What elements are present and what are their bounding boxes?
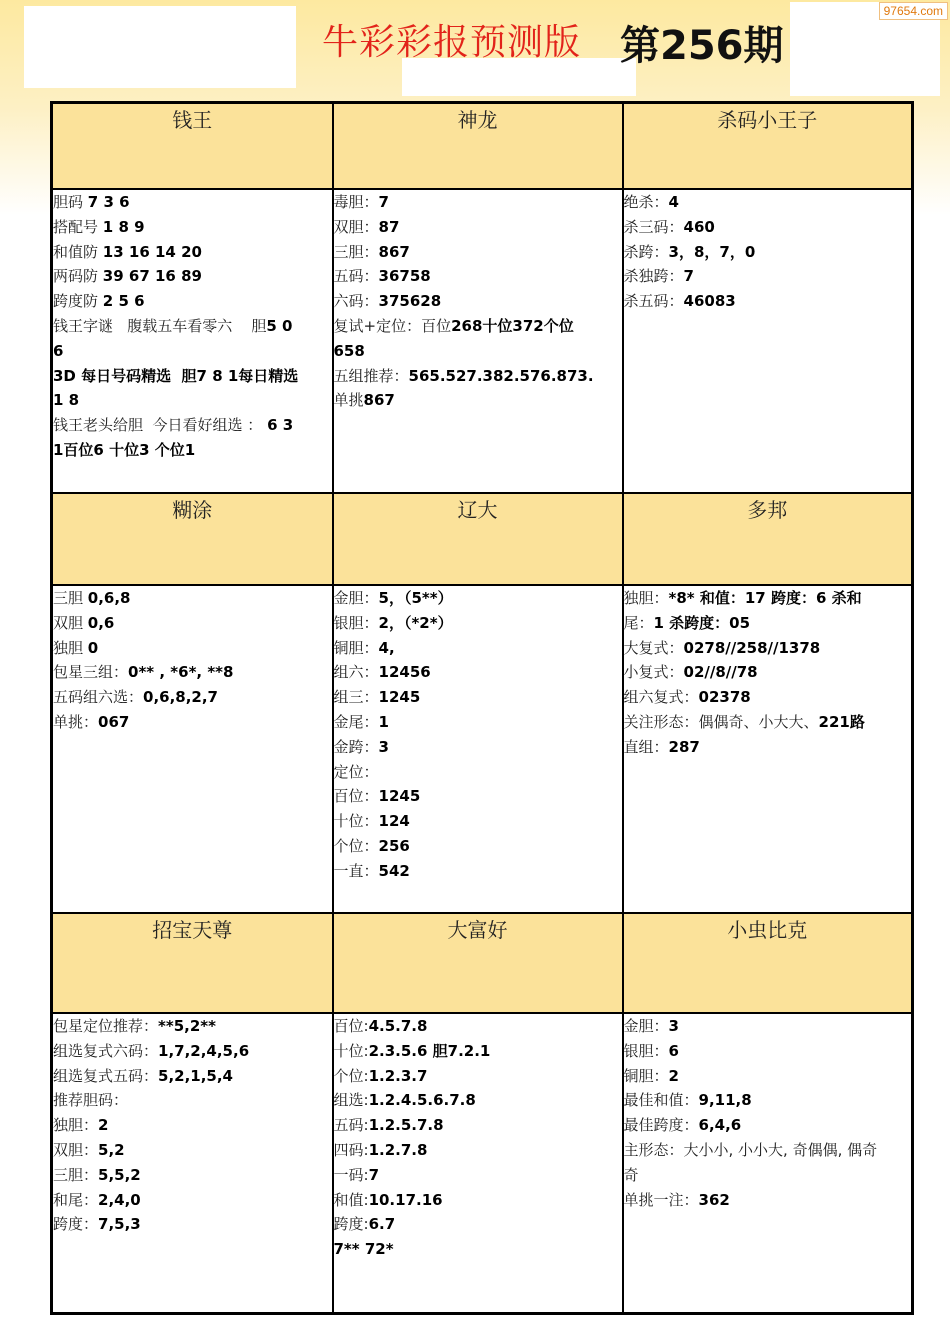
prediction-line: [334, 710, 622, 735]
line-value: 5,2,1,5,4: [158, 1066, 233, 1085]
prediction-line: [334, 809, 622, 834]
line-label: 银胆：: [623, 1041, 669, 1060]
prediction-line: [624, 735, 912, 760]
line-value: 5 0: [266, 316, 293, 335]
line-value: 6 3: [267, 416, 294, 435]
prediction-line: [624, 1113, 912, 1138]
line-value: 0,6,8: [87, 589, 131, 607]
prediction-line: [624, 1088, 912, 1113]
prediction-line: [53, 264, 332, 289]
line-label: 钱王字谜 腹载五车看零六 胆: [53, 316, 267, 335]
line-label: 单挑一注：: [623, 1190, 699, 1209]
prediction-line: [334, 1014, 622, 1039]
line-value: 6.7: [368, 1215, 396, 1234]
line-label: 和值:: [333, 1190, 369, 1209]
prediction-line: [334, 289, 622, 314]
prediction-line: [53, 1163, 332, 1188]
line-label: 搭配号: [53, 217, 103, 236]
prediction-line: [53, 240, 332, 265]
prediction-line: [53, 685, 332, 710]
prediction-line: [334, 1163, 622, 1188]
line-value: 1百位6 十位3 个位1: [53, 440, 196, 459]
line-value: 12456: [378, 663, 431, 682]
line-label: 杀三码：: [623, 217, 684, 236]
line-value: 5,2: [98, 1140, 125, 1159]
prediction-line: [334, 215, 622, 240]
prediction-line: [53, 289, 332, 314]
line-label: 跨度：: [53, 1215, 99, 1234]
prediction-line: [334, 784, 622, 809]
line-label: 组选复式六码：: [53, 1041, 159, 1060]
line-label: 定位：: [333, 762, 379, 781]
line-value: 0: [87, 638, 99, 657]
line-label: 六码：: [333, 292, 379, 311]
prediction-line: [334, 834, 622, 859]
prediction-line: [624, 264, 912, 289]
prediction-line: [624, 240, 912, 265]
line-label: 最佳跨度：: [623, 1116, 699, 1135]
line-value: 4.5.7.8: [368, 1017, 428, 1035]
line-label: 个位：: [333, 836, 379, 855]
prediction-cell: [52, 585, 333, 913]
line-value: 6,4,6: [698, 1116, 742, 1135]
prediction-line: [624, 1163, 912, 1188]
line-value: 375628: [378, 292, 442, 311]
line-label: 主形态：大小小, 小小大, 奇偶偶, 偶奇: [623, 1140, 878, 1159]
line-value: 124: [378, 812, 410, 831]
line-value: 1245: [378, 688, 421, 707]
expert-name: 多邦: [623, 493, 913, 585]
line-value: 2.3.5.6 胆7.2.1: [368, 1041, 491, 1060]
prediction-line: [624, 586, 912, 611]
prediction-line: [624, 710, 912, 735]
line-value: 7** 72*: [333, 1240, 394, 1259]
prediction-line: [624, 215, 912, 240]
line-label: 百位:: [333, 1017, 369, 1035]
content-row: [52, 189, 913, 493]
expert-name: 大富好: [333, 913, 623, 1013]
line-value: 1 杀跨度：05: [653, 613, 751, 632]
header-row: [52, 493, 913, 585]
line-value: 0,6: [87, 613, 115, 632]
prediction-line: [624, 1014, 912, 1039]
prediction-line: [334, 1088, 622, 1113]
line-label: 两码防: [53, 267, 103, 286]
line-label: 杀跨：: [623, 242, 669, 261]
line-value: 4: [668, 193, 679, 211]
line-value: 1.2.7.8: [368, 1140, 428, 1159]
prediction-line: [624, 289, 912, 314]
line-label: 最佳和值：: [623, 1091, 699, 1110]
prediction-line: [53, 1088, 332, 1113]
prediction-line: [334, 685, 622, 710]
line-label: 金胆：: [623, 1017, 669, 1035]
line-value: 460: [683, 217, 715, 236]
expert-name: 招宝天尊: [52, 913, 333, 1013]
page-title: 牛彩彩报预测版: [322, 22, 582, 63]
prediction-line: [334, 1138, 622, 1163]
line-label: 五码组六选：: [53, 688, 144, 707]
prediction-cell: [623, 189, 913, 493]
line-label: 铜胆：: [623, 1066, 669, 1085]
expert-name: 杀码小王子: [623, 103, 913, 190]
line-value: **5,2**: [158, 1017, 216, 1035]
prediction-line: [334, 240, 622, 265]
prediction-line: [53, 388, 332, 413]
prediction-line: [334, 1188, 622, 1213]
prediction-cell: [333, 1013, 623, 1314]
prediction-line: [53, 611, 332, 636]
line-label: 双胆：: [53, 1140, 99, 1159]
prediction-line: [334, 636, 622, 661]
line-value: 1.2.4.5.6.7.8: [368, 1091, 476, 1110]
line-label: 银胆：: [333, 613, 379, 632]
prediction-line: [53, 438, 332, 463]
expert-name: 神龙: [333, 103, 623, 190]
prediction-line: [334, 314, 622, 339]
line-value: 02//8//78: [683, 663, 758, 682]
prediction-line: [624, 685, 912, 710]
line-value: 6: [53, 341, 64, 360]
prediction-line: [334, 735, 622, 760]
line-label: 尾：: [623, 613, 654, 632]
line-label: 和尾：: [53, 1190, 99, 1209]
line-label: 一码:: [333, 1165, 369, 1184]
line-value: 02378: [698, 688, 751, 707]
line-value: 067: [98, 712, 130, 731]
line-value: 7: [368, 1165, 379, 1184]
prediction-line: [624, 611, 912, 636]
line-label: 组六复式：: [623, 688, 699, 707]
prediction-line: [334, 339, 622, 364]
prediction-line: [53, 190, 332, 215]
line-label: 三胆：: [53, 1165, 99, 1184]
line-value: 7,5,3: [98, 1215, 141, 1234]
line-label: 独胆: [53, 638, 88, 657]
prediction-line: [334, 760, 622, 785]
line-value: 565.527.382.576.873.: [408, 366, 594, 385]
prediction-line: [624, 1188, 912, 1213]
line-label: 三胆: [53, 589, 88, 607]
blank-panel-left: [24, 6, 296, 88]
line-value: 268十位372个位: [451, 316, 574, 335]
line-value: 0278//258//1378: [683, 638, 821, 657]
line-value: 867: [378, 242, 410, 261]
prediction-line: [334, 388, 622, 413]
prediction-cell: [623, 1013, 913, 1314]
line-value: 2: [98, 1116, 109, 1135]
prediction-line: [53, 1039, 332, 1064]
line-value: 36758: [378, 267, 431, 286]
prediction-line: [334, 660, 622, 685]
line-value: 13 16 14 20: [102, 242, 202, 261]
line-value: 1245: [378, 787, 421, 806]
line-value: 1 8: [53, 391, 80, 410]
content-row: [52, 585, 913, 913]
line-label: 跨度防: [53, 292, 103, 311]
prediction-line: [53, 1014, 332, 1039]
prediction-line: [624, 190, 912, 215]
line-value: 3，8，7，0: [668, 242, 756, 261]
prediction-cell: [333, 585, 623, 913]
line-value: 46083: [683, 292, 736, 311]
line-label: 金尾：: [333, 712, 379, 731]
line-value: 362: [698, 1190, 730, 1209]
line-label: 直组：: [623, 737, 669, 756]
line-value: 3: [378, 737, 389, 756]
line-value: 221路: [818, 712, 865, 731]
prediction-line: [53, 1188, 332, 1213]
line-label: 十位:: [333, 1041, 369, 1060]
line-label: 组选:: [333, 1091, 369, 1110]
line-value: 1: [378, 712, 389, 731]
line-value: 7: [378, 193, 389, 211]
line-value: 7 3 6: [87, 193, 130, 211]
line-value: 256: [378, 836, 410, 855]
line-label: 五码：: [333, 267, 379, 286]
line-label: 大复式：: [623, 638, 684, 657]
line-label: 独胆：: [53, 1116, 99, 1135]
prediction-line: [334, 364, 622, 389]
line-value: 2: [668, 1066, 679, 1085]
line-value: 39 67 16 89: [102, 267, 202, 286]
line-label: 五组推荐：: [333, 366, 409, 385]
line-label: 组六：: [333, 663, 379, 682]
line-value: 2，（*2*）: [378, 613, 453, 632]
line-value: 2,4,0: [98, 1190, 141, 1209]
line-label: 组选复式五码：: [53, 1066, 159, 1085]
line-value: 658: [333, 341, 365, 360]
line-value: 1.2.5.7.8: [368, 1116, 444, 1135]
prediction-line: [334, 1212, 622, 1237]
expert-name: 辽大: [333, 493, 623, 585]
prediction-line: [334, 586, 622, 611]
prediction-line: [53, 413, 332, 438]
prediction-line: [334, 859, 622, 884]
line-label: 组三：: [333, 688, 379, 707]
line-value: 3D 每日号码精选 胆7 8 1每日精选: [53, 366, 299, 385]
prediction-cell: [52, 189, 333, 493]
line-value: 4,: [378, 638, 395, 657]
line-label: 独胆：: [623, 589, 669, 607]
prediction-line: [53, 1113, 332, 1138]
line-label: 五码:: [333, 1116, 369, 1135]
prediction-line: [334, 1064, 622, 1089]
expert-name: 钱王: [52, 103, 333, 190]
prediction-line: [53, 314, 332, 339]
expert-name: 小虫比克: [623, 913, 913, 1013]
prediction-line: [53, 636, 332, 661]
line-label: 推荐胆码：: [53, 1091, 129, 1110]
line-value: 5,5,2: [98, 1165, 141, 1184]
line-label: 和值防: [53, 242, 103, 261]
line-label: 胆码: [53, 193, 88, 211]
prediction-line: [53, 1138, 332, 1163]
line-value: 5，（5**）: [378, 589, 453, 607]
line-value: 87: [378, 217, 400, 236]
prediction-cell: [333, 189, 623, 493]
prediction-line: [53, 1064, 332, 1089]
line-value: 1 8 9: [102, 217, 145, 236]
prediction-line: [624, 1138, 912, 1163]
line-label: 金胆：: [333, 589, 379, 607]
line-label: 复试+定位：百位: [333, 316, 452, 335]
prediction-cell: [52, 1013, 333, 1314]
line-value: *8* 和值：17 跨度：6 杀和: [668, 589, 862, 607]
line-value: 10.17.16: [368, 1190, 443, 1209]
prediction-grid: [50, 101, 914, 1315]
prediction-line: [334, 190, 622, 215]
line-value: 3: [668, 1017, 679, 1035]
line-value: 542: [378, 861, 410, 880]
line-label: 跨度:: [333, 1215, 369, 1234]
prediction-line: [53, 660, 332, 685]
prediction-line: [53, 586, 332, 611]
line-value: 0,6,8,2,7: [143, 688, 218, 707]
prediction-line: [334, 1039, 622, 1064]
prediction-line: [334, 611, 622, 636]
line-label: 个位:: [333, 1066, 369, 1085]
line-label: 单挑：: [53, 712, 99, 731]
line-label: 铜胆：: [333, 638, 379, 657]
line-label: 毒胆：: [333, 193, 379, 211]
header-row: [52, 913, 913, 1013]
prediction-line: [334, 1113, 622, 1138]
prediction-line: [624, 1064, 912, 1089]
line-value: 867: [363, 391, 395, 410]
prediction-cell: [623, 585, 913, 913]
line-label: 百位：: [333, 787, 379, 806]
line-value: 1,7,2,4,5,6: [158, 1041, 250, 1060]
content-row: [52, 1013, 913, 1314]
prediction-line: [624, 660, 912, 685]
line-label: 四码:: [333, 1140, 369, 1159]
line-label: 杀五码：: [623, 292, 684, 311]
issue-number: 第256期: [620, 23, 784, 69]
line-value: 9,11,8: [698, 1091, 752, 1110]
line-label: 双胆：: [333, 217, 379, 236]
line-label: 一直：: [333, 861, 379, 880]
line-label: 小复式：: [623, 663, 684, 682]
line-label: 金跨：: [333, 737, 379, 756]
line-label: 关注形态：偶偶奇、小大大、: [623, 712, 819, 731]
line-label: 奇: [623, 1165, 639, 1184]
line-label: 杀独跨：: [623, 267, 684, 286]
prediction-line: [334, 264, 622, 289]
line-label: 包星三组：: [53, 663, 129, 682]
prediction-line: [53, 364, 332, 389]
line-label: 包星定位推荐：: [53, 1017, 159, 1035]
prediction-line: [624, 636, 912, 661]
prediction-line: [53, 215, 332, 240]
line-value: 1.2.3.7: [368, 1066, 428, 1085]
prediction-line: [53, 1212, 332, 1237]
line-label: 单挑: [333, 391, 364, 410]
expert-name: 糊涂: [52, 493, 333, 585]
prediction-line: [53, 339, 332, 364]
line-value: 287: [668, 737, 700, 756]
line-label: 双胆: [53, 613, 88, 632]
line-value: 7: [683, 267, 694, 286]
prediction-line: [334, 1237, 622, 1262]
line-value: 0** , *6*, **8: [128, 663, 234, 682]
line-value: 2 5 6: [102, 292, 145, 311]
line-label: 三胆：: [333, 242, 379, 261]
header-row: [52, 103, 913, 190]
line-label: 十位：: [333, 812, 379, 831]
prediction-line: [624, 1039, 912, 1064]
line-label: 绝杀：: [623, 193, 669, 211]
prediction-line: [53, 710, 332, 735]
site-watermark[interactable]: 97654.com: [879, 2, 948, 20]
line-label: 钱王老头给胆 今日看好组选 ：: [53, 416, 268, 435]
line-value: 6: [668, 1041, 679, 1060]
